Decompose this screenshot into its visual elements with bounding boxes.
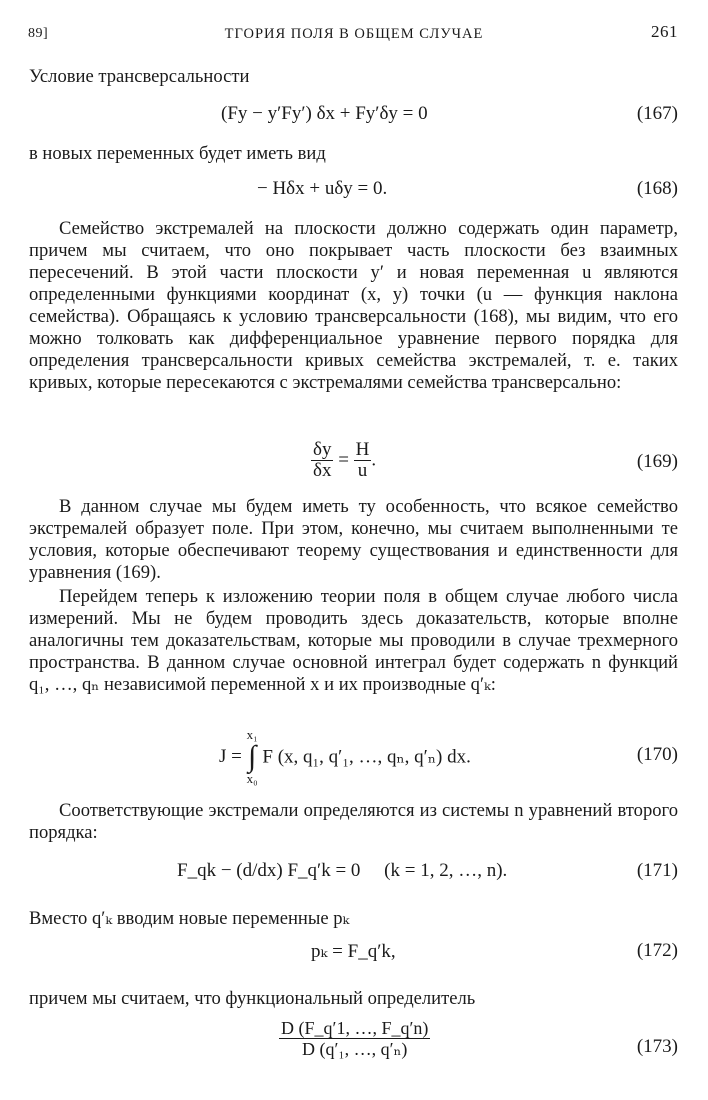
equation-169-rhs: $\frac{H}{u}$ xyxy=(355,439,370,481)
paragraph-7: Вместо q′ₖ вводим новые переменные pₖ xyxy=(29,908,350,929)
integral-sign: x₁ ∫ x₀ xyxy=(246,727,258,786)
equation-170 xyxy=(29,726,678,784)
equation-168-number: (168) xyxy=(636,178,678,199)
running-title: ТГОРИЯ ПОЛЯ В ОБЩЕМ СЛУЧАЕ xyxy=(224,26,484,42)
equation-170-lhs: J = xyxy=(219,746,242,767)
page-number: 261 xyxy=(651,22,678,41)
paragraph-4: В данном случае мы будем иметь ту особенность, что всякое семейство экстремалей образует поле. При этом, конечно, мы считаем выполненными те условия, которые обеспечивают теорему существования и единственности для уравнения (169). xyxy=(29,496,678,583)
equation-170-body: F (x, q₁, q′₁, …, qₙ, q′ₙ) dx. xyxy=(262,746,471,768)
equation-172-formula: pₖ = F_q′k, xyxy=(311,941,396,962)
paragraph-6: Соответствующие экстремали определяются из системы n уравнений второго порядка: xyxy=(29,800,678,843)
equation-173-fraction: $\frac{D (F\_q'1, \dots, F\_q'n)}{\text{D (q′₁, …, q′ₙ)}}$ xyxy=(281,1018,429,1059)
paragraph-3: Семейство экстремалей на плоскости должно содержать один параметр, причем мы считаем, что оно покрывает часть плоскости без взаимных пересечений. В этой части плоскости y′ и новая переменная u являются определенными функциями координат (x, y) точки (u — функция наклона семейства). Обращаясь к условию трансверсальности (168), мы видим, что его можно толковать как дифференциальное уравнение первого порядка для определения трансверсальности кривых семейства экстремалей, т. е. таких кривых, которые пересекаются с экстремалями семейства трансверсально: xyxy=(29,218,678,393)
paragraph-1: Условие трансверсальности xyxy=(29,66,250,87)
equation-168 xyxy=(29,178,678,208)
equation-169: $\frac{\delta y}{\delta x}$ = $\frac{H}{u}$ . (169) xyxy=(313,439,678,481)
paragraph-8: причем мы считаем, что функциональный определитель xyxy=(29,988,476,1009)
equation-172-number: (172) xyxy=(636,940,678,961)
equation-171 xyxy=(29,860,678,890)
equation-172 xyxy=(29,940,678,970)
equation-168-formula: − Hδx + uδy = 0. xyxy=(257,178,388,199)
running-header xyxy=(0,22,708,46)
equation-169-number: (169) xyxy=(636,451,678,472)
equation-167 xyxy=(29,103,678,133)
equation-167-number: (167) xyxy=(636,103,678,124)
paragraph-2: в новых переменных будет иметь вид xyxy=(29,143,326,164)
equation-170-number: (170) xyxy=(636,744,678,765)
equation-173 xyxy=(29,1018,678,1074)
equation-173-number: (173) xyxy=(636,1036,678,1057)
equation-169-lhs: $\frac{\delta y}{\delta x}$ xyxy=(313,439,332,481)
equation-171-number: (171) xyxy=(636,860,678,881)
equation-171-formula: F_qk − (d/dx) F_q′k = 0 (k = 1, 2, …, n). xyxy=(177,860,508,881)
equation-167-formula: (Fy − y′Fy′) δx + Fy′δy = 0 xyxy=(221,103,428,124)
paragraph-5: Перейдем теперь к изложению теории поля в общем случае любого числа измерений. Мы не будем проводить здесь доказательств, которые вполне аналогичны тем доказательствам, которые мы проводили в случае трехмерного пространства. В данном случае основной интеграл будет содержать n функций q₁, …, qₙ независимой переменной x и их производные q′ₖ: xyxy=(29,586,678,695)
section-number: 89] xyxy=(28,26,49,41)
